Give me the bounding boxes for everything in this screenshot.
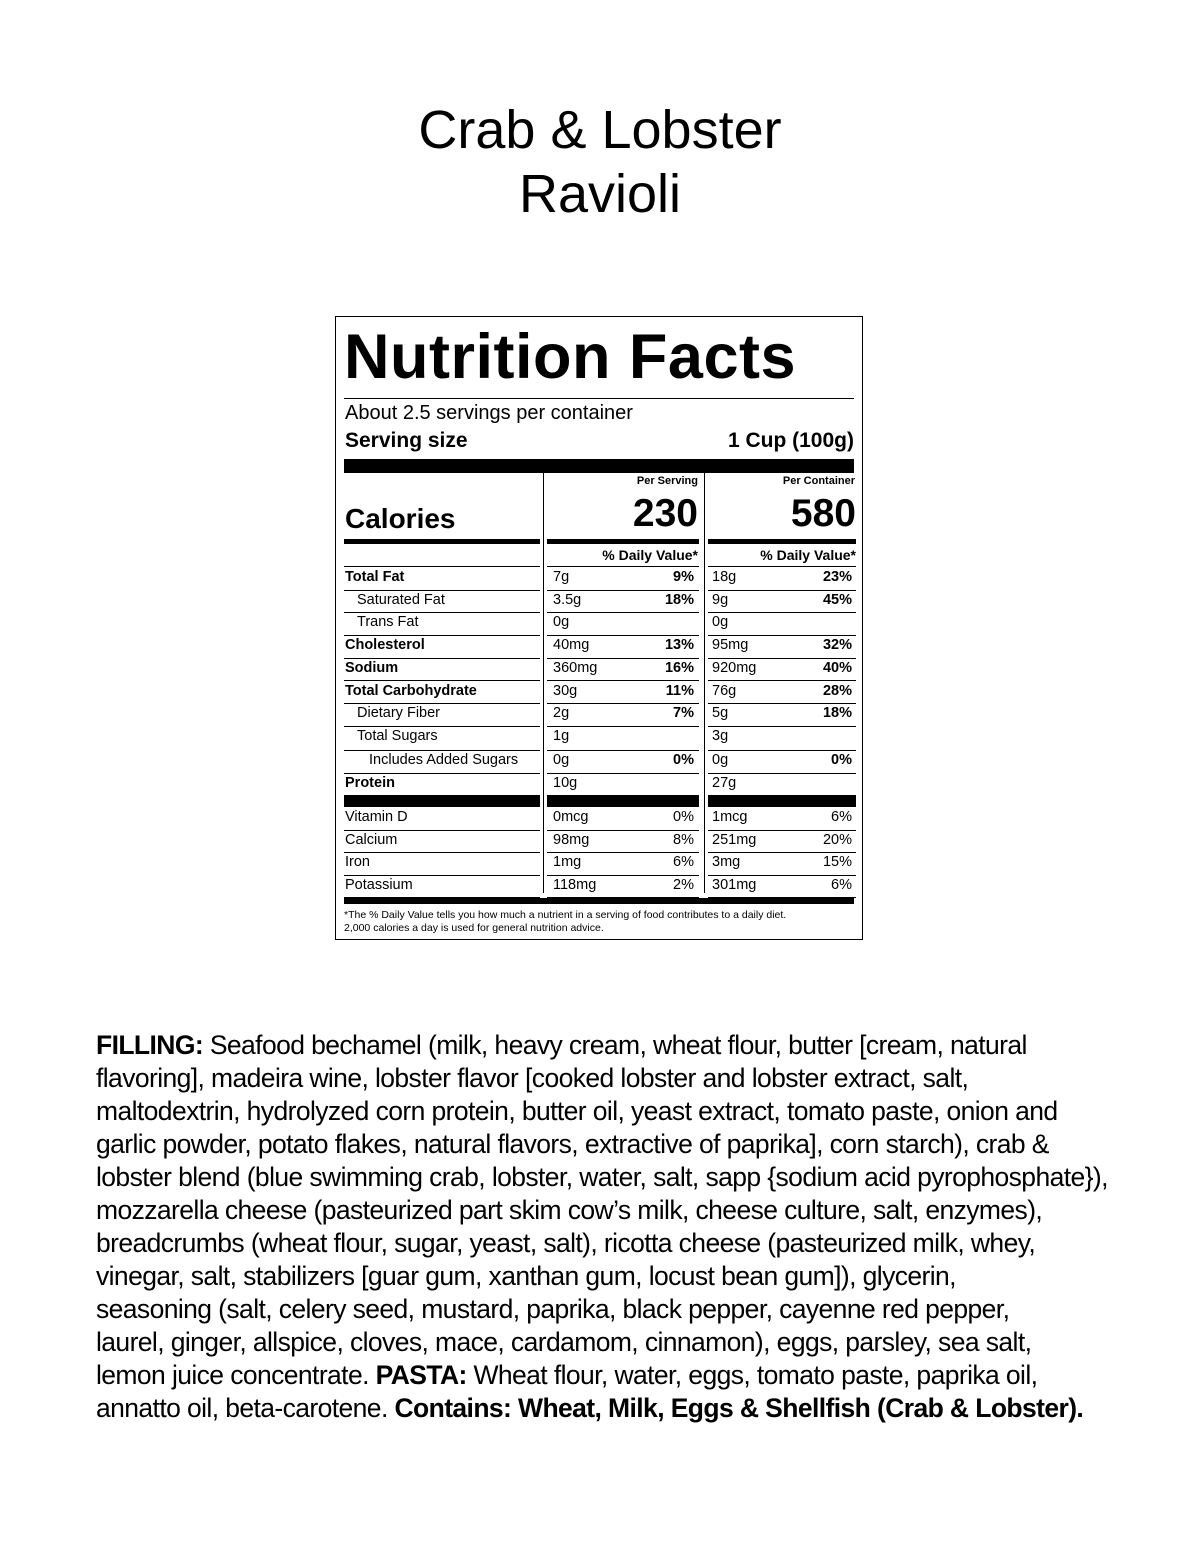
nutrient-amount-container: 5g xyxy=(712,705,729,722)
ingredients-line: maltodextrin, hydrolyzed corn protein, butter oil, yeast extract, tomato paste, onion and xyxy=(96,1096,1058,1126)
bottom-divider xyxy=(344,898,854,904)
row-divider xyxy=(708,703,856,704)
row-divider xyxy=(708,680,856,681)
nutrient-amount-serving: 10g xyxy=(553,774,578,791)
row-divider xyxy=(708,852,856,853)
product-title-line1: Crab & Lobster xyxy=(418,100,782,160)
row-divider xyxy=(547,612,699,613)
thick-divider xyxy=(344,795,540,807)
calories-divider xyxy=(547,539,699,544)
nutrient-amount-serving: 118mg xyxy=(553,877,597,894)
nutrient-amount-serving: 30g xyxy=(553,682,578,699)
ingredients-line: seasoning (salt, celery seed, mustard, paprika, black pepper, cayenne red pepper, xyxy=(96,1294,1010,1324)
nutrient-name: Iron xyxy=(345,854,370,871)
nutrient-dv-serving: 16% xyxy=(664,659,694,676)
filling-label: FILLING: xyxy=(96,1030,204,1060)
nutrient-amount-container: 76g xyxy=(712,682,737,699)
nutrient-name: Trans Fat xyxy=(357,614,419,631)
nutrient-name: Includes Added Sugars xyxy=(369,752,519,769)
nutrient-amount-serving: 1mg xyxy=(553,854,582,871)
row-divider xyxy=(547,726,699,727)
nutrient-amount-serving: 40mg xyxy=(553,637,590,654)
row-divider xyxy=(547,703,699,704)
ingredients-line: flavoring], madeira wine, lobster flavor [cooked lobster and lobster extract, salt, xyxy=(96,1063,969,1093)
nutrient-dv-serving: 2% xyxy=(673,877,694,894)
column-divider xyxy=(543,473,544,893)
row-divider xyxy=(547,635,699,636)
product-title-line2: Ravioli xyxy=(518,164,682,224)
ingredients-line: Wheat flour, water, eggs, tomato paste, paprika oil, xyxy=(466,1360,1038,1390)
nutrient-amount-serving: 0g xyxy=(553,752,570,769)
row-divider xyxy=(708,750,856,751)
thick-divider xyxy=(708,795,856,807)
nutrient-dv-container: 15% xyxy=(822,854,852,871)
nutrient-dv-container: 18% xyxy=(822,705,852,722)
row-divider xyxy=(708,566,856,567)
ingredients-line: mozzarella cheese (pasteurized part skim cow’s milk, cheese culture, salt, enzymes), xyxy=(96,1195,1043,1225)
nutrient-dv-serving: 18% xyxy=(664,591,694,608)
nutrient-dv-container: 23% xyxy=(822,569,852,585)
servings-per-container: About 2.5 servings per container xyxy=(345,402,633,424)
nutrient-amount-serving: 2g xyxy=(553,705,570,722)
calories-divider xyxy=(708,539,856,544)
nutrient-amount-serving: 360mg xyxy=(553,659,598,676)
footnote-line: *The % Daily Value tells you how much a nutrient in a serving of food contributes to a daily diet. xyxy=(344,909,787,921)
nutrient-amount-container: 27g xyxy=(712,774,737,791)
footnote-line: 2,000 calories a day is used for general nutrition advice. xyxy=(344,922,604,934)
pasta-label: PASTA: xyxy=(375,1360,467,1390)
row-divider xyxy=(344,852,540,853)
nutrient-dv-serving: 7% xyxy=(673,705,694,722)
ingredients-line: lobster blend (blue swimming crab, lobster, water, salt, sapp {sodium acid pyrophosphate}), xyxy=(96,1162,1108,1192)
nutrient-amount-serving: 3.5g xyxy=(553,591,582,608)
nutrient-name: Vitamin D xyxy=(345,809,408,825)
ingredients-line: annatto oil, beta-carotene. xyxy=(96,1393,395,1423)
nutrient-amount-container: 95mg xyxy=(712,637,749,654)
nutrient-amount-container: 3g xyxy=(712,727,729,744)
nutrient-amount-serving: 0g xyxy=(553,614,570,631)
nutrient-dv-serving: 0% xyxy=(673,809,694,825)
nutrient-dv-container: 20% xyxy=(822,831,852,848)
nutrient-dv-container: 6% xyxy=(831,809,852,825)
nutrient-amount-container: 18g xyxy=(712,569,737,585)
nutrient-amount-container: 0g xyxy=(712,614,729,631)
ingredients-line: breadcrumbs (wheat flour, sugar, yeast, salt), ricotta cheese (pasteurized milk, whey, xyxy=(96,1228,1036,1258)
per-container-label: Per Container xyxy=(782,475,855,487)
row-divider xyxy=(547,875,699,876)
daily-value-footnote xyxy=(344,909,856,935)
nutrient-dv-container: 28% xyxy=(822,682,852,699)
ingredients-statement xyxy=(96,1029,1166,1425)
nutrient-name: Total Fat xyxy=(345,569,405,585)
nutrient-dv-serving: 9% xyxy=(673,569,694,585)
nutrient-amount-container: 920mg xyxy=(712,659,757,676)
nutrient-amount-container: 251mg xyxy=(712,831,757,848)
nutrient-dv-serving: 11% xyxy=(665,682,694,699)
row-divider xyxy=(547,852,699,853)
calories-divider xyxy=(344,539,540,544)
row-divider xyxy=(344,875,540,876)
row-divider xyxy=(344,726,540,727)
row-divider xyxy=(708,612,856,613)
ingredients-line: lemon juice concentrate. xyxy=(96,1360,376,1390)
serving-size-label: Serving size xyxy=(345,429,468,452)
ingredients-line: garlic powder, potato flakes, natural flavors, extractive of paprika], corn starch), crab & xyxy=(96,1129,1049,1159)
row-divider xyxy=(547,680,699,681)
row-divider xyxy=(547,750,699,751)
nutrient-dv-container: 40% xyxy=(822,659,852,676)
row-divider xyxy=(344,750,540,751)
row-divider xyxy=(344,635,540,636)
nutrient-dv-container: 6% xyxy=(831,877,852,894)
row-divider xyxy=(344,703,540,704)
nutrient-amount-serving: 0mcg xyxy=(553,809,589,825)
allergen-statement: Contains: Wheat, Milk, Eggs & Shellfish (Crab & Lobster). xyxy=(394,1393,1084,1423)
nutrient-amount-serving: 7g xyxy=(553,569,570,585)
nutrient-dv-serving: 8% xyxy=(673,831,694,848)
nutrient-name: Sodium xyxy=(345,659,399,676)
row-divider xyxy=(344,566,540,567)
row-divider xyxy=(708,875,856,876)
nutrient-name: Protein xyxy=(345,774,395,791)
nutrient-name: Total Sugars xyxy=(357,727,438,744)
calories-per-container: 580 xyxy=(790,492,856,535)
nutrient-name: Total Carbohydrate xyxy=(345,682,477,699)
nutrient-amount-container: 1mcg xyxy=(712,809,748,825)
nutrient-dv-container: 45% xyxy=(822,591,852,608)
nutrient-dv-container: 0% xyxy=(831,752,852,769)
row-divider xyxy=(708,726,856,727)
column-divider xyxy=(704,473,705,893)
nutrient-amount-container: 9g xyxy=(712,591,729,608)
calories-per-serving: 230 xyxy=(632,492,698,535)
nutrient-name: Potassium xyxy=(345,877,413,894)
nutrient-name: Dietary Fiber xyxy=(357,705,440,722)
product-title xyxy=(0,98,1200,226)
row-divider xyxy=(344,680,540,681)
ingredients-line: laurel, ginger, allspice, cloves, mace, cardamom, cinnamon), eggs, parsley, sea salt, xyxy=(96,1327,1032,1357)
nutrient-dv-serving: 13% xyxy=(664,637,694,654)
nutrition-facts-label xyxy=(335,316,863,940)
per-serving-label: Per Serving xyxy=(636,475,698,487)
nutrient-name: Calcium xyxy=(345,831,398,848)
serving-size-value: 1 Cup (100g) xyxy=(727,429,854,452)
nutrient-dv-serving: 0% xyxy=(673,752,694,769)
nutrient-name: Saturated Fat xyxy=(357,591,445,608)
nutrient-name: Cholesterol xyxy=(345,637,425,654)
ingredients-line: Seafood bechamel (milk, heavy cream, wheat flour, butter [cream, natural xyxy=(203,1030,1027,1060)
nutrient-amount-serving: 98mg xyxy=(553,831,590,848)
nutrition-facts-heading: Nutrition Facts xyxy=(344,322,797,392)
nutrient-dv-serving: 6% xyxy=(673,854,694,871)
dv-header-serving: % Daily Value* xyxy=(602,547,698,563)
nutrient-amount-container: 0g xyxy=(712,752,729,769)
row-divider xyxy=(708,635,856,636)
nutrient-dv-container: 32% xyxy=(822,637,852,654)
thick-divider xyxy=(344,459,854,473)
nutrient-amount-container: 3mg xyxy=(712,854,741,871)
nutrient-amount-container: 301mg xyxy=(712,877,757,894)
row-divider xyxy=(344,612,540,613)
calories-label: Calories xyxy=(345,503,456,534)
thick-divider xyxy=(547,795,699,807)
nutrient-amount-serving: 1g xyxy=(553,727,570,744)
row-divider xyxy=(547,566,699,567)
ingredients-line: vinegar, salt, stabilizers [guar gum, xanthan gum, locust bean gum]), glycerin, xyxy=(96,1261,956,1291)
divider xyxy=(344,398,854,399)
dv-header-container: % Daily Value* xyxy=(760,547,856,563)
